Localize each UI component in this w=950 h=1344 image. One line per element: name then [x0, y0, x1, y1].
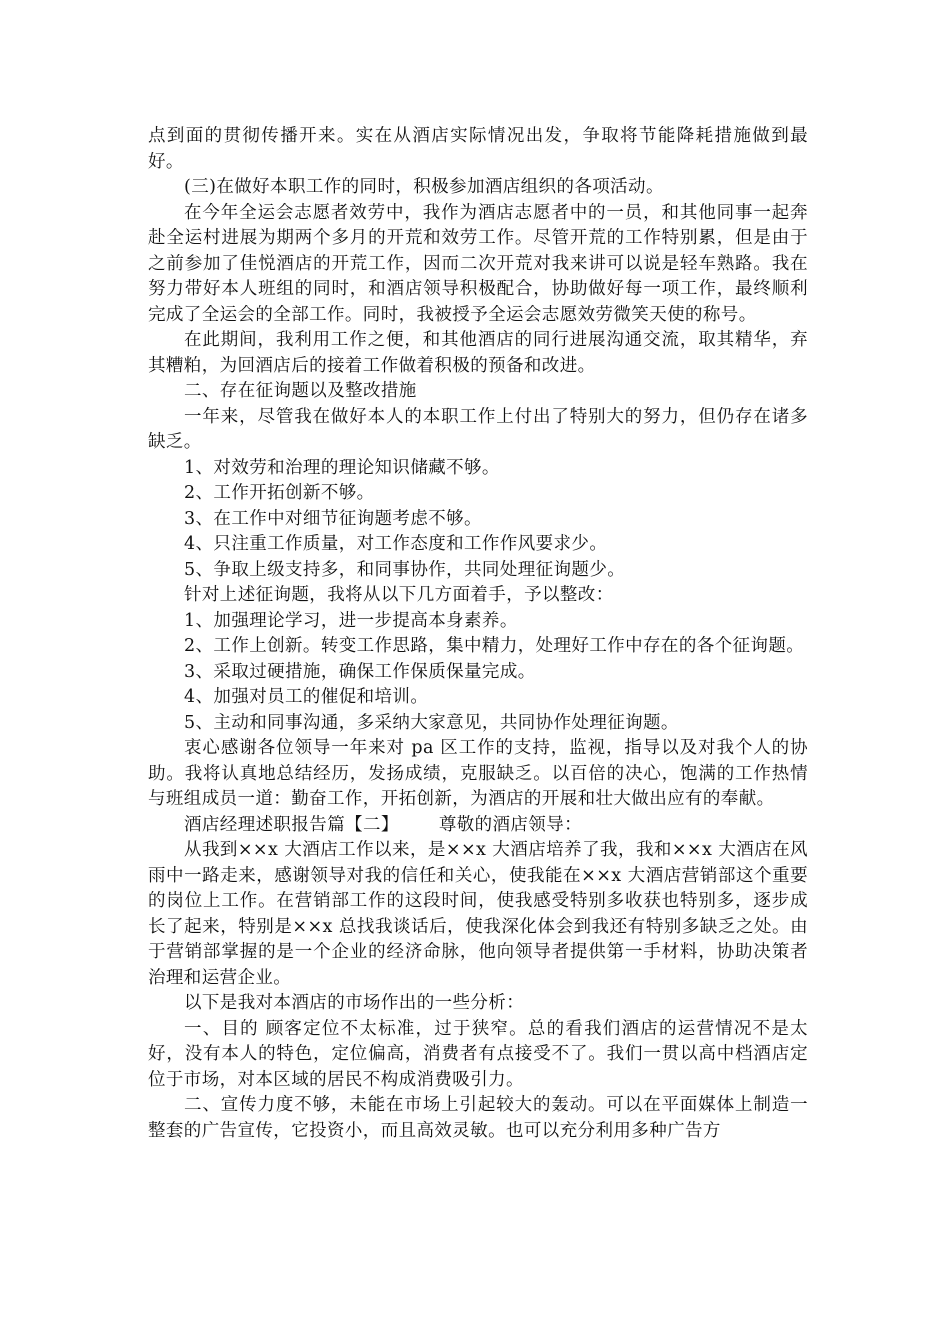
list-item: 3、在工作中对细节征询题考虑不够。 — [184, 508, 482, 529]
list-item: 3、采取过硬措施，确保工作保质保量完成。 — [184, 661, 536, 682]
paragraph: 针对上述征询题，我将从以下几方面着手，予以整改： — [184, 585, 614, 605]
paragraph: 在此期间，我利用工作之便，和其他酒店的同行进展沟通交流，取其精华，弃其糟粕，为回酒店后的接着工作做着积极的预备和改进。 — [148, 330, 808, 376]
section-header-line — [148, 813, 808, 839]
paragraph: 以下是我对本酒店的市场作出的一些分析： — [184, 993, 525, 1013]
list-item: 4、只注重工作质量，对工作态度和工作作风要求少。 — [184, 534, 608, 554]
paragraph: 点到面的贯彻传播开来。实在从酒店实际情况出发，争取将节能降耗措施做到最好。 — [148, 126, 808, 172]
paragraph: 衷心感谢各位领导一年来对 pa 区工作的支持，监视，指导以及对我个人的协助。我将认真地总结经历，发扬成绩，克服缺乏。以百倍的决心，饱满的工作热情与班组成员一道：勤奋工作，开拓创新，为酒店的开展和壮大做出应有的奉献。 — [148, 738, 808, 809]
salutation: 尊敬的酒店领导： — [438, 814, 583, 835]
list-item: 2、工作开拓创新不够。 — [184, 483, 375, 503]
document-body — [148, 124, 808, 1144]
list-item: 5、争取上级支持多，和同事协作，共同处理征询题少。 — [184, 559, 626, 580]
list-item: 5、主动和同事沟通，多采纳大家意见，共同协作处理征询题。 — [184, 712, 679, 733]
section-title: 酒店经理述职报告篇【二】 — [184, 814, 399, 835]
section-heading: 二、存在征询题以及整改措施 — [184, 381, 417, 401]
paragraph: 一、目的 顾客定位不太标准，过于狭窄。总的看我们酒店的运营情况不是太好，没有本人的特色，定位偏高，消费者有点接受不了。我们一贯以高中档酒店定位于市场，对本区域的居民不构成消费吸引力。 — [148, 1018, 808, 1090]
paragraph: 二、宣传力度不够，未能在市场上引起较大的轰动。可以在平面媒体上制造一整套的广告宣传，它投资小，而且高效灵敏。也可以充分利用多种广告方 — [148, 1095, 808, 1141]
list-item: 4、加强对员工的催促和培训。 — [184, 687, 429, 707]
list-item: 1、加强理论学习，进一步提高本身素养。 — [184, 610, 518, 631]
list-item: 2、工作上创新。转变工作思路，集中精力，处理好工作中存在的各个征询题。 — [184, 636, 805, 656]
paragraph: 在今年全运会志愿者效劳中，我作为酒店志愿者中的一员，和其他同事一起奔赴全运村进展为期两个多月的开荒和效劳工作。尽管开荒的工作特别累，但是由于之前参加了佳悦酒店的开荒工作，因而二次开荒对我来讲可以说是轻车熟路。我在努力带好本人班组的同时，和酒店领导积极配合，协助做好每一项工作，最终顺利完成了全运会的全部工作。同时，我被授予全运会志愿效劳微笑天使的称号。 — [148, 202, 808, 325]
paragraph: 从我到××x 大酒店工作以来，是××x 大酒店培养了我，我和××x 大酒店在风雨中一路走来，感谢领导对我的信任和关心，使我能在××x 大酒店营销部这个重要的岗位上工作。在营销部工作的这段时间，使我感受特别多收获也特别多，逐步成长了起来，特别是××x 总找我谈话后，使我深化体会到我还有特别多缺乏之处。由于营销部掌握的是一个企业的经济命脉，他向领导者提供第一手材料，协助决策者治理和运营企业。 — [148, 840, 808, 988]
list-item: 1、对效劳和治理的理论知识储藏不够。 — [184, 457, 500, 478]
paragraph: (三)在做好本职工作的同时，积极参加酒店组织的各项活动。 — [184, 177, 664, 197]
paragraph: 一年来，尽管我在做好本人的本职工作上付出了特别大的努力，但仍存在诸多缺乏。 — [148, 406, 808, 452]
